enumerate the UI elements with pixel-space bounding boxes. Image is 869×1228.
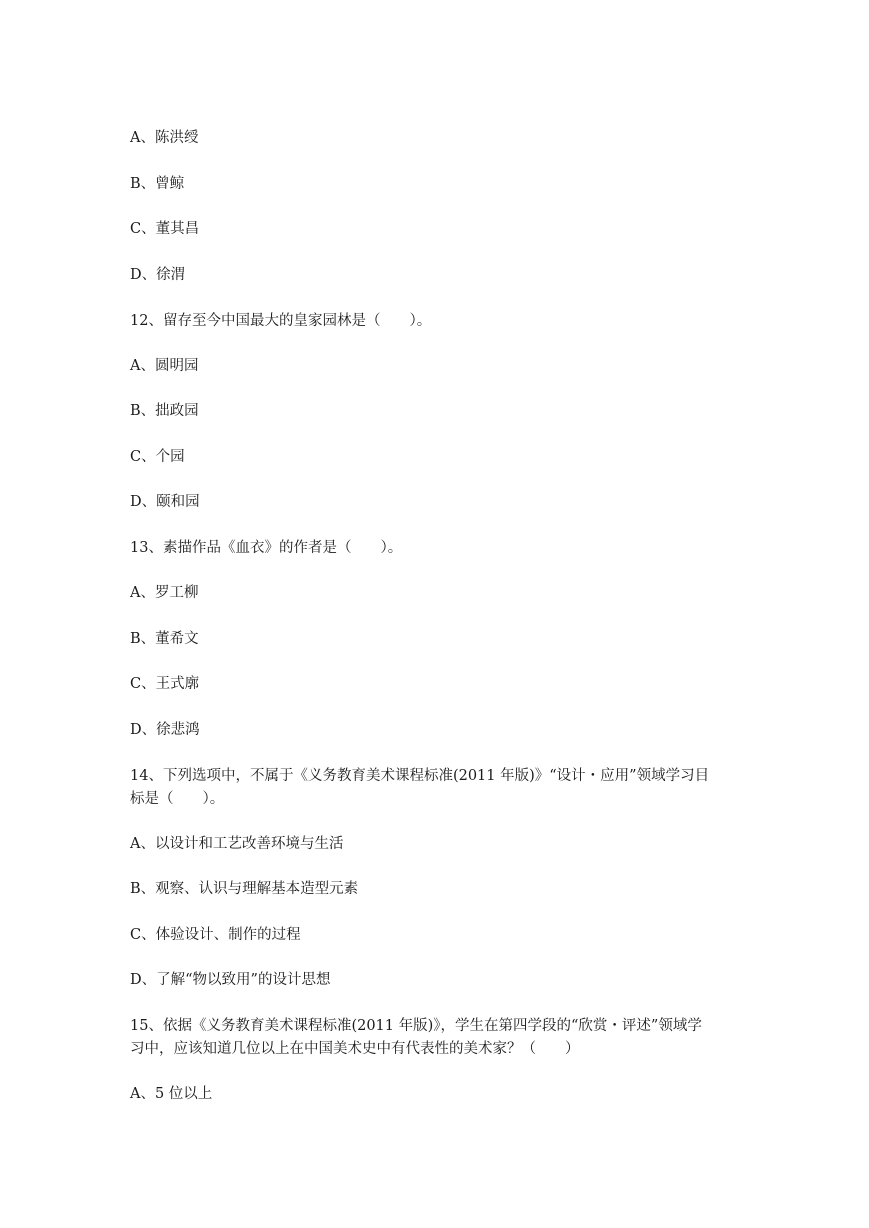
q14-option-a: A、以设计和工艺改善环境与生活: [130, 836, 344, 852]
q13-option-b: B、董希文: [130, 631, 199, 647]
q14-option-c: C、体验设计、制作的过程: [130, 927, 301, 943]
q14-question-line-1: 14、下列选项中，不属于《义务教育美术课程标准(2011 年版)》“设计・应用”领域学习目: [130, 768, 710, 784]
q12-question: 12、留存至今中国最大的皇家园林是（ ）。: [130, 313, 432, 329]
q11-option-c: C、董其昌: [130, 221, 200, 237]
q11-option-b: B、曾鲸: [130, 176, 185, 192]
q12-option-c: C、个园: [130, 449, 185, 465]
q12-option-d: D、颐和园: [130, 494, 200, 510]
q14-option-b: B、观察、认识与理解基本造型元素: [130, 881, 359, 897]
q11-option-a: A、陈洪绶: [130, 130, 199, 146]
q14-question-line-2: 标是（ ）。: [130, 791, 225, 807]
q12-option-a: A、圆明园: [130, 358, 199, 374]
q14-option-d: D、了解“物以致用”的设计思想: [130, 972, 331, 988]
q12-option-b: B、拙政园: [130, 403, 199, 419]
q15-option-a: A、5 位以上: [130, 1086, 213, 1102]
q11-option-d: D、徐渭: [130, 267, 186, 283]
q13-option-a: A、罗工柳: [130, 585, 199, 601]
q13-option-c: C、王式廓: [130, 676, 200, 692]
q13-question: 13、素描作品《血衣》的作者是（ ）。: [130, 540, 403, 556]
q13-option-d: D、徐悲鸿: [130, 722, 200, 738]
q15-question-line-1: 15、依据《义务教育美术课程标准(2011 年版)》，学生在第四学段的“欣赏・评述”领域学: [130, 1018, 702, 1034]
q15-question-line-2: 习中，应该知道几位以上在中国美术史中有代表性的美术家？（ ）: [130, 1041, 580, 1057]
